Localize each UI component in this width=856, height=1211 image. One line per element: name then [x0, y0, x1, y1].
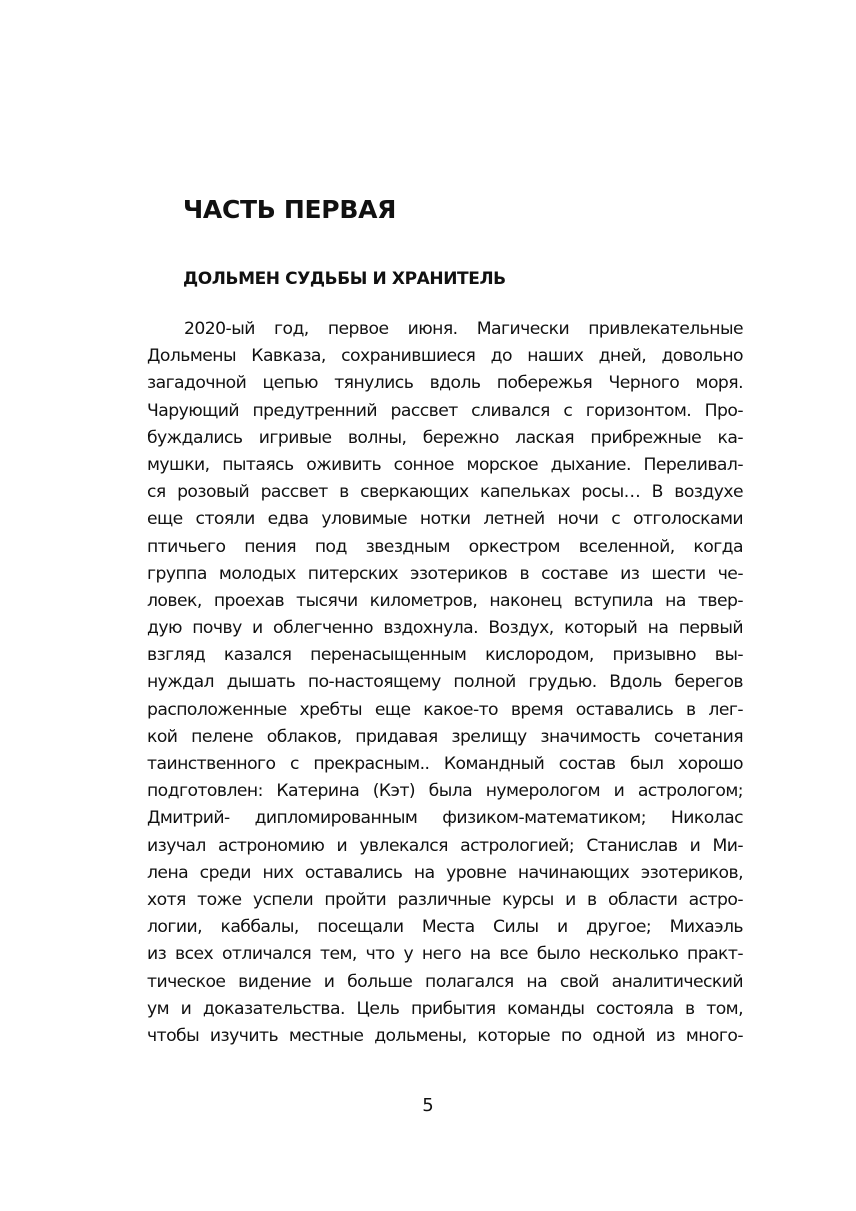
- body-line: загадочной цепью тянулись вдоль побережья Черного моря.: [147, 373, 743, 394]
- body-line: лена среди них оставались на уровне начинающих эзотериков,: [147, 862, 743, 883]
- body-line: 2020-ый год, первое июня. Магически привлекательные: [184, 319, 743, 339]
- body-line: подготовлен: Катерина (Кэт) была нумерологом и астрологом;: [147, 781, 743, 802]
- body-line: тическое видение и больше полагался на свой аналитический: [147, 971, 743, 992]
- body-line: Дмитрий- дипломированным физиком-математиком; Николас: [147, 808, 743, 829]
- body-line: нуждал дышать по-настоящему полной грудью. Вдоль берегов: [147, 672, 743, 693]
- body-line: таинственного с прекрасным.. Командный состав был хорошо: [147, 754, 743, 774]
- body-line: ся розовый рассвет в сверкающих капельках росы… В воздухе: [147, 482, 743, 503]
- part-title: ЧАСТЬ ПЕРВАЯ: [183, 195, 397, 224]
- body-line: хотя тоже успели пройти различные курсы и в области астро-: [147, 889, 743, 910]
- body-line: логии, каббалы, посещали Места Силы и другое; Михаэль: [147, 917, 743, 938]
- body-line: расположенные хребты еще какое-то время оставались в лег-: [147, 699, 743, 720]
- body-line: ловек, проехав тысячи километров, наконец вступила на твер-: [147, 590, 743, 611]
- page-number: 5: [422, 1095, 434, 1116]
- body-line: Дольмены Кавказа, сохранившиеся до наших дней, довольно: [147, 346, 743, 367]
- body-line: еще стояли едва уловимые нотки летней ночи с отголосками: [147, 509, 743, 530]
- body-line: взгляд казался перенасыщенным кислородом, призывно вы-: [147, 645, 743, 666]
- body-line: группа молодых питерских эзотериков в составе из шести че-: [147, 563, 743, 584]
- body-line: буждались игривые волны, бережно лаская прибрежные ка-: [147, 427, 743, 448]
- chapter-title: ДОЛЬМЕН СУДЬБЫ И ХРАНИТЕЛЬ: [183, 269, 506, 289]
- body-line: Чарующий предутренний рассвет сливался с горизонтом. Про-: [147, 400, 743, 421]
- body-line: изучал астрономию и увлекался астрологией; Станислав и Ми-: [147, 835, 743, 856]
- body-text: [147, 316, 743, 1050]
- body-line: птичьего пения под звездным оркестром вселенной, когда: [147, 536, 743, 557]
- body-line: из всех отличался тем, что у него на все было несколько практ-: [147, 944, 743, 965]
- body-line: чтобы изучить местные дольмены, которые по одной из много-: [147, 1025, 743, 1046]
- body-line: дую почву и облегченно вздохнула. Воздух, который на первый: [147, 618, 743, 639]
- body-line: мушки, пытаясь оживить сонное морское дыхание. Переливал-: [147, 454, 743, 475]
- body-line: кой пелене облаков, придавая зрелищу значимость сочетания: [147, 726, 743, 747]
- body-line: ум и доказательства. Цель прибытия команды состояла в том,: [147, 998, 743, 1019]
